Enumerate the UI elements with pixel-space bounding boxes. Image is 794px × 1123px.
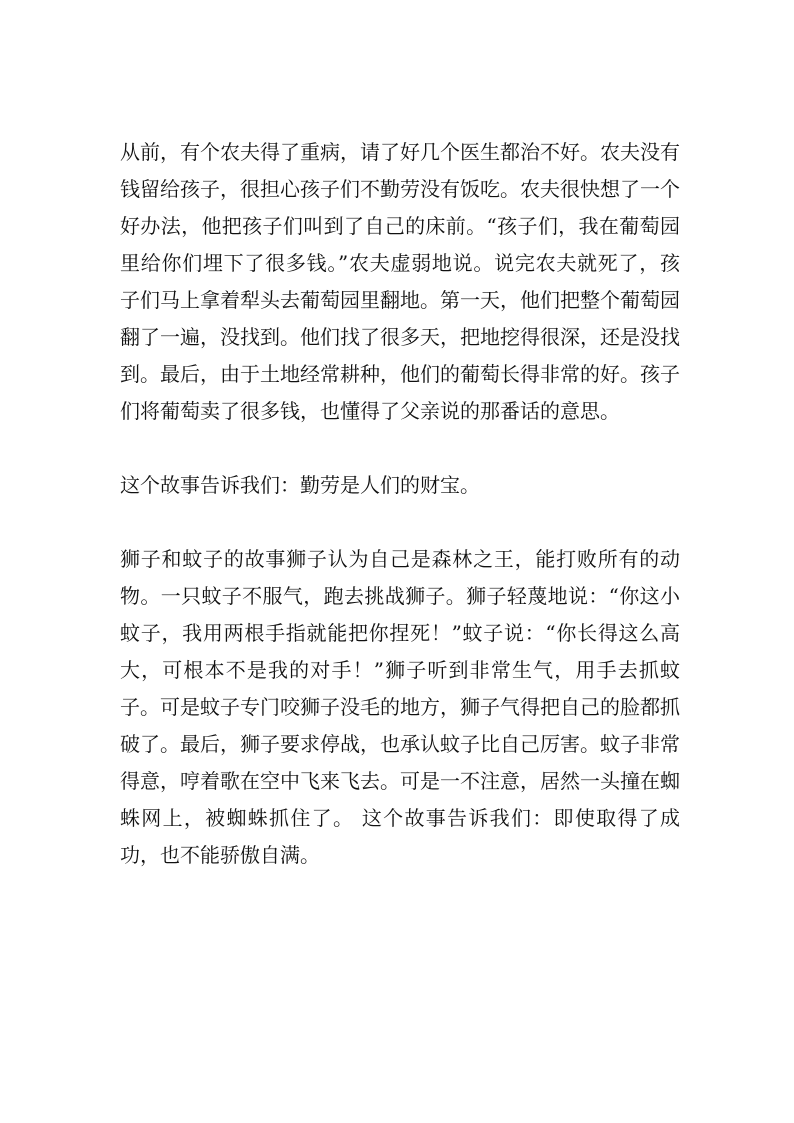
document-page [120,134,680,874]
story-paragraph-farmer: 从前，有个农夫得了重病，请了好几个医生都治不好。农夫没有钱留给孩子，很担心孩子们不勤劳没有饭吃。农夫很快想了一个好办法，他把孩子们叫到了自己的床前。“孩子们，我在葡萄园里给你们埋下了很多钱。”农夫虚弱地说。说完农夫就死了，孩子们马上拿着犁头去葡萄园里翻地。第一天，他们把整个葡萄园翻了一遍，没找到。他们找了很多天，把地挖得很深，还是没找到。最后，由于土地经常耕种，他们的葡萄长得非常的好。孩子们将葡萄卖了很多钱，也懂得了父亲说的那番话的意思。 [120,140,680,423]
story-paragraph-lion-mosquito: 狮子和蚊子的故事狮子认为自己是森林之王，能打败所有的动物。一只蚊子不服气，跑去挑战狮子。狮子轻蔑地说：“你这小蚊子，我用两根手指就能把你捏死！”蚊子说：“你长得这么高大，可根本不是我的对手！”狮子听到非常生气，用手去抓蚊子。可是蚊子专门咬狮子没毛的地方，狮子气得把自己的脸都抓破了。最后，狮子要求停战，也承认蚊子比自己厉害。蚊子非常得意，哼着歌在空中飞来飞去。可是一不注意，居然一头撞在蜘蛛网上，被蜘蛛抓住了。 这个故事告诉我们：即使取得了成功，也不能骄傲自满。 [120,547,680,867]
paragraph-gap [120,504,680,541]
paragraph-gap [120,430,680,467]
story-moral-farmer: 这个故事告诉我们：勤劳是人们的财宝。 [120,473,480,497]
